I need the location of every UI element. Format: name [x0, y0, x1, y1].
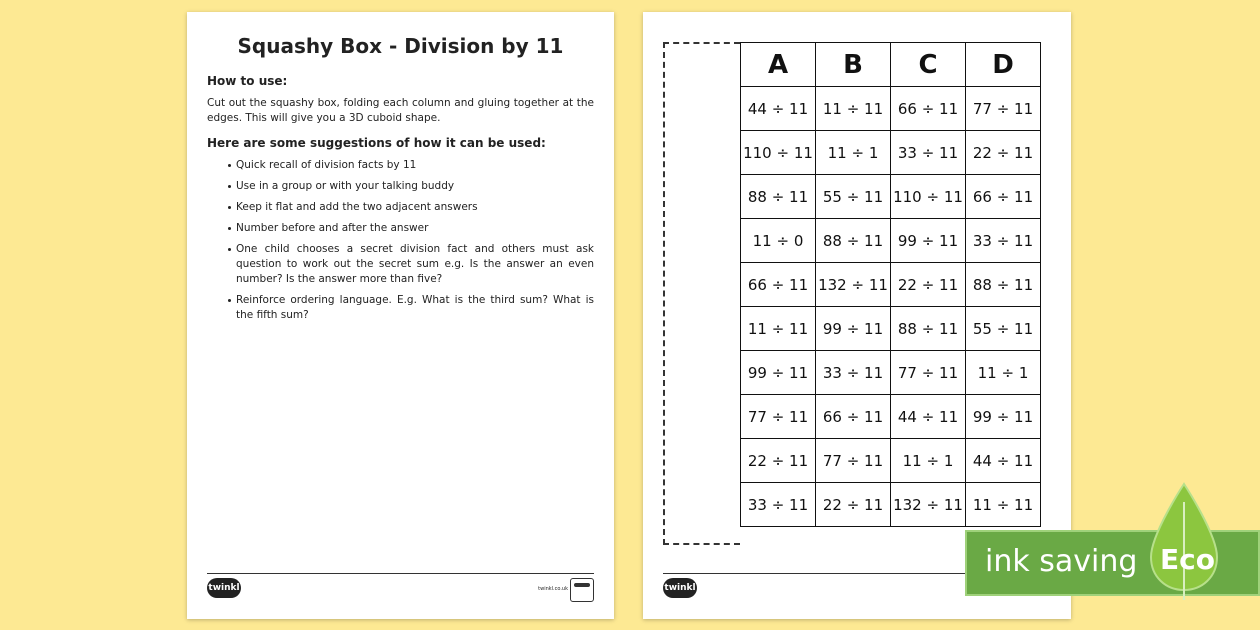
quality-badge-icon — [570, 578, 594, 602]
division-cell: 33 ÷ 11 — [891, 131, 966, 175]
table-row — [741, 439, 1041, 483]
division-cell: 22 ÷ 11 — [741, 439, 816, 483]
division-cell: 33 ÷ 11 — [741, 483, 816, 527]
division-cell: 88 ÷ 11 — [816, 219, 891, 263]
division-cell: 44 ÷ 11 — [966, 439, 1041, 483]
table-row — [741, 87, 1041, 131]
page-title: Squashy Box - Division by 11 — [237, 34, 564, 58]
division-cell: 66 ÷ 11 — [816, 395, 891, 439]
table-row — [741, 483, 1041, 527]
eco-leaf-drop-icon — [1149, 482, 1219, 602]
worksheet-instructions-page — [187, 12, 614, 619]
division-cell: 88 ÷ 11 — [741, 175, 816, 219]
division-cell: 11 ÷ 0 — [741, 219, 816, 263]
division-cell: 33 ÷ 11 — [816, 351, 891, 395]
division-cell: 55 ÷ 11 — [966, 307, 1041, 351]
division-grid — [740, 42, 1041, 527]
division-cell: 11 ÷ 1 — [966, 351, 1041, 395]
division-cell: 33 ÷ 11 — [966, 219, 1041, 263]
list-item: One child chooses a secret division fact and others must ask question to work out the secret sum e.g. Is the answer an even number? Is the answer more than five? — [236, 243, 594, 285]
division-cell: 44 ÷ 11 — [891, 395, 966, 439]
twinkl-logo: twinkl — [207, 578, 241, 598]
instructions-content — [207, 74, 594, 329]
table-row — [741, 263, 1041, 307]
table-row — [741, 351, 1041, 395]
table-row — [741, 395, 1041, 439]
division-cell: 11 ÷ 11 — [741, 307, 816, 351]
list-item: Keep it flat and add the two adjacent answers — [236, 200, 594, 215]
division-cell: 88 ÷ 11 — [966, 263, 1041, 307]
how-to-text: Cut out the squashy box, folding each column and gluing together at the edges. This will give you a 3D cuboid shape. — [207, 97, 594, 124]
division-cell: 132 ÷ 11 — [816, 263, 891, 307]
table-row — [741, 175, 1041, 219]
division-cell: 99 ÷ 11 — [891, 219, 966, 263]
glue-tab-dashed-outline — [663, 42, 740, 545]
division-cell: 11 ÷ 11 — [816, 87, 891, 131]
division-cell: 66 ÷ 11 — [966, 175, 1041, 219]
column-header: A — [741, 43, 816, 87]
division-cell: 132 ÷ 11 — [891, 483, 966, 527]
division-cell: 99 ÷ 11 — [966, 395, 1041, 439]
eco-label: Eco — [1160, 543, 1215, 576]
division-cell: 55 ÷ 11 — [816, 175, 891, 219]
table-row — [741, 219, 1041, 263]
table-row — [741, 307, 1041, 351]
division-cell: 110 ÷ 11 — [891, 175, 966, 219]
grid-header-row — [741, 43, 1041, 87]
division-cell: 77 ÷ 11 — [741, 395, 816, 439]
footer-site: twinkl.co.uk — [538, 586, 568, 592]
list-item: Reinforce ordering language. E.g. What is the third sum? What is the fifth sum? — [236, 294, 594, 321]
how-to-heading: How to use: — [207, 74, 288, 88]
column-header: B — [816, 43, 891, 87]
division-cell: 77 ÷ 11 — [816, 439, 891, 483]
division-cell: 77 ÷ 11 — [966, 87, 1041, 131]
division-cell: 99 ÷ 11 — [816, 307, 891, 351]
column-header: D — [966, 43, 1041, 87]
division-cell: 22 ÷ 11 — [816, 483, 891, 527]
division-cell: 66 ÷ 11 — [891, 87, 966, 131]
division-cell: 99 ÷ 11 — [741, 351, 816, 395]
division-cell: 44 ÷ 11 — [741, 87, 816, 131]
division-cell: 77 ÷ 11 — [891, 351, 966, 395]
ink-saving-text: ink saving — [985, 544, 1138, 579]
twinkl-logo: twinkl — [663, 578, 697, 598]
list-item: Quick recall of division facts by 11 — [236, 158, 594, 173]
table-row — [741, 131, 1041, 175]
division-cell: 11 ÷ 1 — [891, 439, 966, 483]
division-cell: 22 ÷ 11 — [966, 131, 1041, 175]
division-cell: 88 ÷ 11 — [891, 307, 966, 351]
division-cell: 11 ÷ 11 — [966, 483, 1041, 527]
list-item: Number before and after the answer — [236, 221, 594, 236]
division-cell: 11 ÷ 1 — [816, 131, 891, 175]
suggestions-heading: Here are some suggestions of how it can be used: — [207, 136, 546, 150]
column-header: C — [891, 43, 966, 87]
suggestions-list — [207, 158, 594, 323]
squashy-box-page — [643, 12, 1071, 619]
list-item: Use in a group or with your talking buddy — [236, 179, 594, 194]
grid-body — [741, 87, 1041, 527]
division-cell: 110 ÷ 11 — [741, 131, 816, 175]
division-cell: 66 ÷ 11 — [741, 263, 816, 307]
division-cell: 22 ÷ 11 — [891, 263, 966, 307]
footer-divider — [207, 573, 594, 574]
